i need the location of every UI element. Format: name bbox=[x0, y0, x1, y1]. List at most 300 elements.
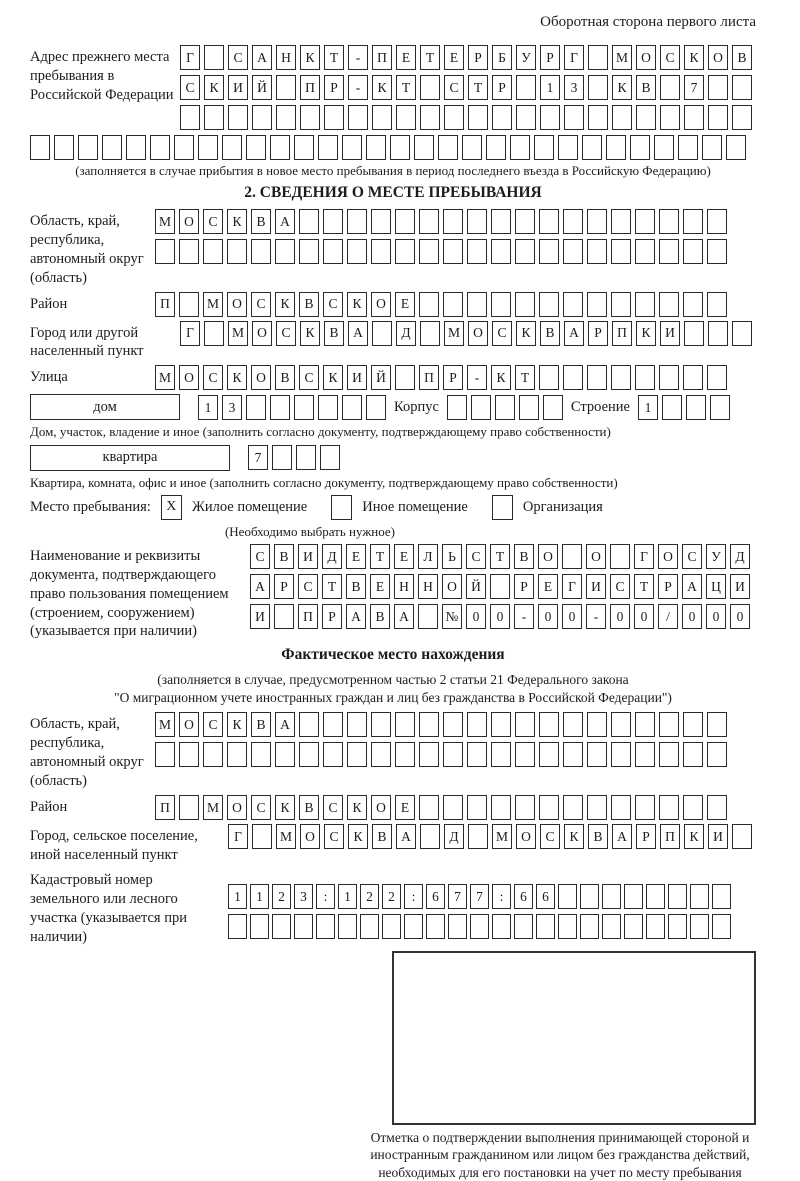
apartment-type-box[interactable]: квартира bbox=[30, 445, 230, 471]
char-cell[interactable]: К bbox=[491, 365, 511, 390]
char-cell[interactable] bbox=[563, 742, 583, 767]
char-cell[interactable] bbox=[587, 239, 607, 264]
char-cell[interactable]: : bbox=[404, 884, 423, 909]
char-cell[interactable]: - bbox=[348, 45, 368, 70]
char-cell[interactable] bbox=[366, 395, 386, 420]
char-cell[interactable] bbox=[515, 209, 535, 234]
char-cell[interactable] bbox=[668, 914, 687, 939]
char-cell[interactable]: В bbox=[346, 574, 366, 599]
char-cell[interactable]: А bbox=[682, 574, 702, 599]
char-cell[interactable]: С bbox=[180, 75, 200, 100]
char-cell[interactable] bbox=[382, 914, 401, 939]
char-cell[interactable] bbox=[419, 795, 439, 820]
char-cell[interactable] bbox=[582, 135, 602, 160]
char-cell[interactable] bbox=[467, 795, 487, 820]
char-cell[interactable]: А bbox=[348, 321, 368, 346]
char-cell[interactable]: К bbox=[347, 795, 367, 820]
char-cell[interactable] bbox=[491, 209, 511, 234]
char-cell[interactable] bbox=[250, 914, 269, 939]
char-cell[interactable] bbox=[686, 395, 706, 420]
char-cell[interactable]: И bbox=[730, 574, 750, 599]
char-cell[interactable] bbox=[659, 712, 679, 737]
char-cell[interactable]: О bbox=[538, 544, 558, 569]
char-cell[interactable]: С bbox=[276, 321, 296, 346]
char-cell[interactable]: П bbox=[155, 795, 175, 820]
char-cell[interactable]: 3 bbox=[222, 395, 242, 420]
char-cell[interactable] bbox=[587, 292, 607, 317]
char-cell[interactable]: Т bbox=[420, 45, 440, 70]
char-cell[interactable]: - bbox=[348, 75, 368, 100]
char-cell[interactable] bbox=[612, 105, 632, 130]
char-cell[interactable]: Н bbox=[418, 574, 438, 599]
char-cell[interactable] bbox=[150, 135, 170, 160]
char-cell[interactable] bbox=[563, 795, 583, 820]
checkbox-organization[interactable] bbox=[492, 495, 513, 520]
char-cell[interactable] bbox=[635, 292, 655, 317]
char-cell[interactable] bbox=[468, 824, 488, 849]
char-cell[interactable]: К bbox=[275, 292, 295, 317]
char-cell[interactable] bbox=[275, 239, 295, 264]
char-cell[interactable] bbox=[404, 914, 423, 939]
char-cell[interactable] bbox=[732, 75, 752, 100]
char-cell[interactable]: Р bbox=[658, 574, 678, 599]
char-cell[interactable] bbox=[447, 395, 467, 420]
char-cell[interactable]: А bbox=[250, 574, 270, 599]
char-cell[interactable] bbox=[611, 239, 631, 264]
char-cell[interactable] bbox=[602, 914, 621, 939]
char-cell[interactable]: 1 bbox=[198, 395, 218, 420]
char-cell[interactable] bbox=[251, 239, 271, 264]
char-cell[interactable] bbox=[602, 884, 621, 909]
char-cell[interactable] bbox=[371, 209, 391, 234]
char-cell[interactable]: С bbox=[250, 544, 270, 569]
char-cell[interactable] bbox=[515, 712, 535, 737]
char-cell[interactable]: В bbox=[274, 544, 294, 569]
char-cell[interactable] bbox=[323, 239, 343, 264]
checkbox-residential[interactable]: X bbox=[161, 495, 182, 520]
char-cell[interactable]: Д bbox=[444, 824, 464, 849]
char-cell[interactable]: В bbox=[732, 45, 752, 70]
char-cell[interactable] bbox=[587, 795, 607, 820]
char-cell[interactable] bbox=[179, 795, 199, 820]
char-cell[interactable] bbox=[732, 824, 752, 849]
char-cell[interactable] bbox=[323, 712, 343, 737]
char-cell[interactable] bbox=[491, 292, 511, 317]
char-cell[interactable]: К bbox=[612, 75, 632, 100]
char-cell[interactable] bbox=[396, 105, 416, 130]
char-cell[interactable] bbox=[276, 75, 296, 100]
char-cell[interactable] bbox=[299, 712, 319, 737]
char-cell[interactable] bbox=[252, 824, 272, 849]
char-cell[interactable] bbox=[204, 105, 224, 130]
char-cell[interactable]: П bbox=[298, 604, 318, 629]
char-cell[interactable] bbox=[611, 712, 631, 737]
char-cell[interactable]: К bbox=[323, 365, 343, 390]
char-cell[interactable]: 0 bbox=[538, 604, 558, 629]
char-cell[interactable]: К bbox=[227, 209, 247, 234]
char-cell[interactable]: Т bbox=[634, 574, 654, 599]
char-cell[interactable]: А bbox=[612, 824, 632, 849]
char-cell[interactable] bbox=[419, 239, 439, 264]
char-cell[interactable]: 7 bbox=[248, 445, 268, 470]
char-cell[interactable] bbox=[683, 239, 703, 264]
char-cell[interactable]: А bbox=[564, 321, 584, 346]
char-cell[interactable]: М bbox=[276, 824, 296, 849]
char-cell[interactable]: С bbox=[682, 544, 702, 569]
char-cell[interactable]: О bbox=[179, 209, 199, 234]
char-cell[interactable] bbox=[539, 292, 559, 317]
char-cell[interactable] bbox=[635, 239, 655, 264]
char-cell[interactable]: Е bbox=[396, 45, 416, 70]
char-cell[interactable] bbox=[635, 209, 655, 234]
char-cell[interactable] bbox=[558, 914, 577, 939]
char-cell[interactable] bbox=[646, 884, 665, 909]
char-cell[interactable] bbox=[228, 914, 247, 939]
char-cell[interactable] bbox=[707, 365, 727, 390]
char-cell[interactable] bbox=[684, 105, 704, 130]
char-cell[interactable]: Е bbox=[395, 292, 415, 317]
char-cell[interactable] bbox=[347, 239, 367, 264]
char-cell[interactable] bbox=[611, 209, 631, 234]
char-cell[interactable]: А bbox=[275, 209, 295, 234]
char-cell[interactable] bbox=[342, 395, 362, 420]
char-cell[interactable] bbox=[543, 395, 563, 420]
char-cell[interactable] bbox=[646, 914, 665, 939]
char-cell[interactable]: М bbox=[155, 209, 175, 234]
char-cell[interactable]: - bbox=[514, 604, 534, 629]
char-cell[interactable] bbox=[296, 445, 316, 470]
char-cell[interactable]: Р bbox=[274, 574, 294, 599]
char-cell[interactable] bbox=[683, 292, 703, 317]
char-cell[interactable]: С bbox=[466, 544, 486, 569]
char-cell[interactable]: Т bbox=[396, 75, 416, 100]
char-cell[interactable]: Е bbox=[394, 544, 414, 569]
char-cell[interactable]: В bbox=[324, 321, 344, 346]
char-cell[interactable]: 1 bbox=[540, 75, 560, 100]
char-cell[interactable] bbox=[486, 135, 506, 160]
char-cell[interactable]: С bbox=[299, 365, 319, 390]
char-cell[interactable]: П bbox=[612, 321, 632, 346]
char-cell[interactable] bbox=[678, 135, 698, 160]
char-cell[interactable]: О bbox=[442, 574, 462, 599]
char-cell[interactable]: С bbox=[203, 365, 223, 390]
char-cell[interactable] bbox=[624, 884, 643, 909]
char-cell[interactable]: Й bbox=[252, 75, 272, 100]
char-cell[interactable]: К bbox=[227, 365, 247, 390]
char-cell[interactable] bbox=[624, 914, 643, 939]
char-cell[interactable]: К bbox=[227, 712, 247, 737]
char-cell[interactable] bbox=[443, 795, 463, 820]
char-cell[interactable]: О bbox=[300, 824, 320, 849]
char-cell[interactable] bbox=[539, 795, 559, 820]
char-cell[interactable] bbox=[204, 45, 224, 70]
char-cell[interactable] bbox=[732, 105, 752, 130]
char-cell[interactable] bbox=[708, 321, 728, 346]
char-cell[interactable] bbox=[558, 135, 578, 160]
char-cell[interactable]: С bbox=[203, 209, 223, 234]
char-cell[interactable]: Р bbox=[492, 75, 512, 100]
char-cell[interactable] bbox=[684, 321, 704, 346]
char-cell[interactable] bbox=[222, 135, 242, 160]
char-cell[interactable]: Г bbox=[228, 824, 248, 849]
char-cell[interactable] bbox=[683, 365, 703, 390]
char-cell[interactable]: 0 bbox=[682, 604, 702, 629]
char-cell[interactable]: № bbox=[442, 604, 462, 629]
char-cell[interactable] bbox=[662, 395, 682, 420]
char-cell[interactable] bbox=[726, 135, 746, 160]
char-cell[interactable]: Н bbox=[276, 45, 296, 70]
char-cell[interactable] bbox=[414, 135, 434, 160]
char-cell[interactable] bbox=[443, 239, 463, 264]
char-cell[interactable]: 1 bbox=[638, 395, 658, 420]
char-cell[interactable]: Г bbox=[180, 321, 200, 346]
char-cell[interactable]: С bbox=[251, 292, 271, 317]
char-cell[interactable] bbox=[536, 914, 555, 939]
char-cell[interactable] bbox=[587, 712, 607, 737]
char-cell[interactable]: В bbox=[636, 75, 656, 100]
char-cell[interactable] bbox=[516, 75, 536, 100]
char-cell[interactable] bbox=[320, 445, 340, 470]
char-cell[interactable]: Р bbox=[324, 75, 344, 100]
char-cell[interactable]: С bbox=[324, 824, 344, 849]
char-cell[interactable]: В bbox=[370, 604, 390, 629]
char-cell[interactable] bbox=[467, 712, 487, 737]
char-cell[interactable] bbox=[732, 321, 752, 346]
char-cell[interactable] bbox=[366, 135, 386, 160]
char-cell[interactable] bbox=[228, 105, 248, 130]
char-cell[interactable]: О bbox=[179, 712, 199, 737]
char-cell[interactable] bbox=[470, 914, 489, 939]
char-cell[interactable] bbox=[419, 712, 439, 737]
char-cell[interactable]: С bbox=[492, 321, 512, 346]
char-cell[interactable] bbox=[318, 395, 338, 420]
char-cell[interactable] bbox=[668, 884, 687, 909]
char-cell[interactable] bbox=[468, 105, 488, 130]
char-cell[interactable]: Й bbox=[371, 365, 391, 390]
char-cell[interactable] bbox=[272, 445, 292, 470]
char-cell[interactable] bbox=[467, 292, 487, 317]
char-cell[interactable] bbox=[276, 105, 296, 130]
char-cell[interactable] bbox=[126, 135, 146, 160]
char-cell[interactable] bbox=[707, 742, 727, 767]
char-cell[interactable] bbox=[270, 135, 290, 160]
char-cell[interactable]: : bbox=[316, 884, 335, 909]
char-cell[interactable] bbox=[712, 914, 731, 939]
char-cell[interactable] bbox=[443, 292, 463, 317]
char-cell[interactable]: Г bbox=[562, 574, 582, 599]
char-cell[interactable] bbox=[611, 742, 631, 767]
char-cell[interactable] bbox=[534, 135, 554, 160]
char-cell[interactable] bbox=[539, 712, 559, 737]
char-cell[interactable] bbox=[299, 742, 319, 767]
char-cell[interactable]: П bbox=[660, 824, 680, 849]
char-cell[interactable]: 7 bbox=[470, 884, 489, 909]
char-cell[interactable] bbox=[252, 105, 272, 130]
char-cell[interactable] bbox=[516, 105, 536, 130]
char-cell[interactable]: Т bbox=[324, 45, 344, 70]
char-cell[interactable] bbox=[491, 239, 511, 264]
char-cell[interactable]: 2 bbox=[382, 884, 401, 909]
char-cell[interactable] bbox=[179, 292, 199, 317]
char-cell[interactable] bbox=[683, 742, 703, 767]
char-cell[interactable] bbox=[515, 742, 535, 767]
char-cell[interactable]: В bbox=[299, 795, 319, 820]
char-cell[interactable]: И bbox=[298, 544, 318, 569]
char-cell[interactable] bbox=[275, 742, 295, 767]
char-cell[interactable]: 7 bbox=[684, 75, 704, 100]
char-cell[interactable] bbox=[540, 105, 560, 130]
char-cell[interactable]: Г bbox=[564, 45, 584, 70]
char-cell[interactable]: Т bbox=[515, 365, 535, 390]
char-cell[interactable] bbox=[467, 209, 487, 234]
char-cell[interactable]: О bbox=[371, 795, 391, 820]
char-cell[interactable]: 0 bbox=[562, 604, 582, 629]
char-cell[interactable] bbox=[316, 914, 335, 939]
char-cell[interactable]: С bbox=[203, 712, 223, 737]
char-cell[interactable] bbox=[660, 105, 680, 130]
char-cell[interactable] bbox=[707, 292, 727, 317]
char-cell[interactable] bbox=[270, 395, 290, 420]
char-cell[interactable] bbox=[347, 209, 367, 234]
char-cell[interactable]: С bbox=[251, 795, 271, 820]
char-cell[interactable] bbox=[539, 209, 559, 234]
char-cell[interactable] bbox=[580, 914, 599, 939]
char-cell[interactable]: В bbox=[588, 824, 608, 849]
char-cell[interactable]: К bbox=[684, 824, 704, 849]
char-cell[interactable]: О bbox=[252, 321, 272, 346]
char-cell[interactable] bbox=[347, 742, 367, 767]
char-cell[interactable] bbox=[588, 45, 608, 70]
char-cell[interactable]: 0 bbox=[706, 604, 726, 629]
char-cell[interactable] bbox=[683, 795, 703, 820]
char-cell[interactable]: К bbox=[300, 321, 320, 346]
char-cell[interactable] bbox=[347, 712, 367, 737]
char-cell[interactable] bbox=[419, 292, 439, 317]
char-cell[interactable] bbox=[155, 239, 175, 264]
char-cell[interactable]: 7 bbox=[448, 884, 467, 909]
char-cell[interactable] bbox=[323, 742, 343, 767]
char-cell[interactable] bbox=[338, 914, 357, 939]
char-cell[interactable]: Б bbox=[492, 45, 512, 70]
char-cell[interactable]: В bbox=[251, 209, 271, 234]
char-cell[interactable]: М bbox=[228, 321, 248, 346]
char-cell[interactable] bbox=[707, 209, 727, 234]
char-cell[interactable] bbox=[708, 105, 728, 130]
char-cell[interactable] bbox=[180, 105, 200, 130]
char-cell[interactable]: - bbox=[586, 604, 606, 629]
char-cell[interactable] bbox=[395, 742, 415, 767]
char-cell[interactable] bbox=[702, 135, 722, 160]
char-cell[interactable]: К bbox=[564, 824, 584, 849]
char-cell[interactable]: А bbox=[346, 604, 366, 629]
char-cell[interactable]: 1 bbox=[250, 884, 269, 909]
char-cell[interactable] bbox=[587, 209, 607, 234]
char-cell[interactable]: О bbox=[708, 45, 728, 70]
char-cell[interactable] bbox=[492, 914, 511, 939]
char-cell[interactable] bbox=[491, 795, 511, 820]
char-cell[interactable]: Д bbox=[322, 544, 342, 569]
char-cell[interactable] bbox=[467, 742, 487, 767]
char-cell[interactable]: О bbox=[636, 45, 656, 70]
char-cell[interactable] bbox=[490, 574, 510, 599]
char-cell[interactable]: 6 bbox=[426, 884, 445, 909]
char-cell[interactable]: Т bbox=[322, 574, 342, 599]
char-cell[interactable] bbox=[611, 292, 631, 317]
char-cell[interactable] bbox=[707, 239, 727, 264]
char-cell[interactable] bbox=[563, 365, 583, 390]
char-cell[interactable]: М bbox=[492, 824, 512, 849]
char-cell[interactable] bbox=[294, 395, 314, 420]
char-cell[interactable]: Т bbox=[468, 75, 488, 100]
char-cell[interactable] bbox=[420, 824, 440, 849]
char-cell[interactable]: К bbox=[684, 45, 704, 70]
char-cell[interactable] bbox=[635, 365, 655, 390]
char-cell[interactable] bbox=[419, 742, 439, 767]
char-cell[interactable]: К bbox=[636, 321, 656, 346]
char-cell[interactable] bbox=[371, 712, 391, 737]
char-cell[interactable]: В bbox=[540, 321, 560, 346]
char-cell[interactable] bbox=[515, 795, 535, 820]
char-cell[interactable] bbox=[395, 209, 415, 234]
char-cell[interactable]: О bbox=[251, 365, 271, 390]
char-cell[interactable]: Т bbox=[490, 544, 510, 569]
char-cell[interactable] bbox=[294, 914, 313, 939]
char-cell[interactable]: П bbox=[372, 45, 392, 70]
char-cell[interactable] bbox=[372, 105, 392, 130]
char-cell[interactable] bbox=[659, 795, 679, 820]
char-cell[interactable] bbox=[519, 395, 539, 420]
char-cell[interactable]: С bbox=[323, 795, 343, 820]
char-cell[interactable]: 0 bbox=[610, 604, 630, 629]
char-cell[interactable]: С bbox=[540, 824, 560, 849]
char-cell[interactable] bbox=[426, 914, 445, 939]
char-cell[interactable]: А bbox=[396, 824, 416, 849]
char-cell[interactable] bbox=[246, 395, 266, 420]
char-cell[interactable] bbox=[348, 105, 368, 130]
char-cell[interactable] bbox=[438, 135, 458, 160]
char-cell[interactable] bbox=[563, 712, 583, 737]
char-cell[interactable] bbox=[630, 135, 650, 160]
char-cell[interactable] bbox=[491, 712, 511, 737]
char-cell[interactable]: Л bbox=[418, 544, 438, 569]
char-cell[interactable] bbox=[462, 135, 482, 160]
char-cell[interactable] bbox=[659, 239, 679, 264]
char-cell[interactable] bbox=[444, 105, 464, 130]
char-cell[interactable]: 0 bbox=[490, 604, 510, 629]
char-cell[interactable] bbox=[323, 209, 343, 234]
char-cell[interactable] bbox=[395, 239, 415, 264]
char-cell[interactable] bbox=[564, 105, 584, 130]
char-cell[interactable]: К bbox=[372, 75, 392, 100]
char-cell[interactable] bbox=[324, 105, 344, 130]
char-cell[interactable]: Ц bbox=[706, 574, 726, 599]
char-cell[interactable]: И bbox=[250, 604, 270, 629]
char-cell[interactable]: Й bbox=[466, 574, 486, 599]
char-cell[interactable]: И bbox=[708, 824, 728, 849]
char-cell[interactable] bbox=[299, 239, 319, 264]
char-cell[interactable]: К bbox=[300, 45, 320, 70]
char-cell[interactable] bbox=[227, 239, 247, 264]
char-cell[interactable] bbox=[371, 239, 391, 264]
char-cell[interactable] bbox=[690, 914, 709, 939]
char-cell[interactable]: К bbox=[275, 795, 295, 820]
char-cell[interactable] bbox=[360, 914, 379, 939]
char-cell[interactable] bbox=[515, 292, 535, 317]
char-cell[interactable] bbox=[102, 135, 122, 160]
char-cell[interactable] bbox=[610, 544, 630, 569]
char-cell[interactable] bbox=[443, 742, 463, 767]
char-cell[interactable] bbox=[636, 105, 656, 130]
